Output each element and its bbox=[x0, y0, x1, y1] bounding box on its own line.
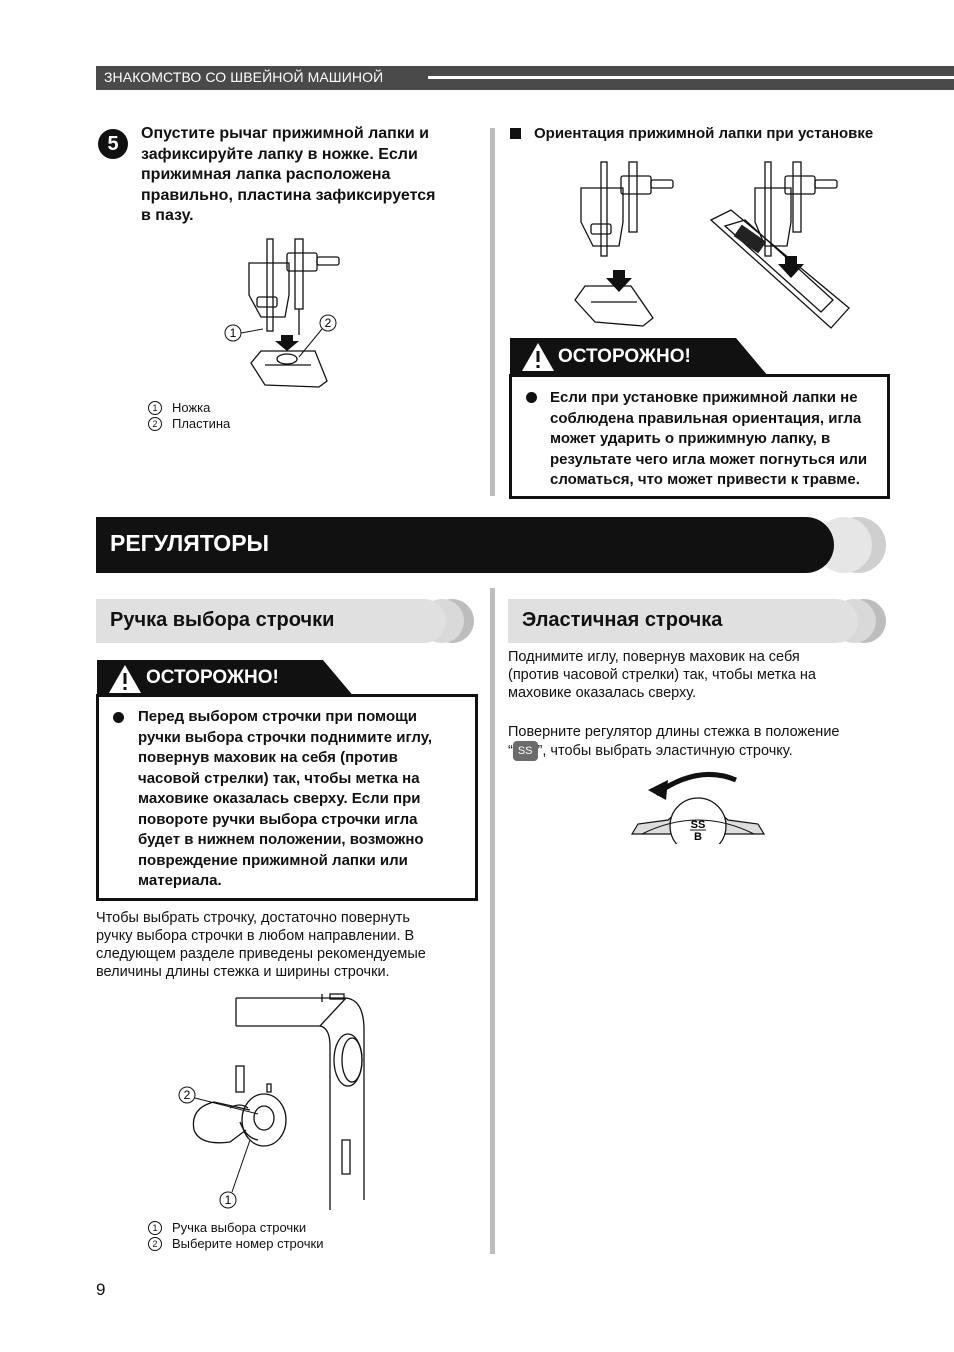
ss-badge: SS bbox=[513, 741, 538, 761]
svg-text:1: 1 bbox=[229, 326, 237, 340]
caution-label: ОСТОРОЖНО! bbox=[146, 667, 279, 688]
elastic-title: Эластичная строчка bbox=[522, 609, 723, 631]
svg-text:1: 1 bbox=[224, 1193, 232, 1207]
dial-label-ss: SS bbox=[690, 819, 706, 831]
legend-item: 2 Выберите номер строчки bbox=[148, 1236, 323, 1252]
legend-item: 1 Ручка выбора строчки bbox=[148, 1220, 323, 1236]
bullet-icon bbox=[526, 392, 537, 403]
step-5-instructions: Опустите рычаг прижимной лапки и зафиксируйте лапку в ножке. Если прижимная лапка расположена правильно, пластина зафиксируется в пазу. bbox=[141, 125, 436, 224]
bullet-icon bbox=[113, 712, 124, 723]
dial-label-b: B bbox=[694, 831, 702, 843]
section-title: РЕГУЛЯТОРЫ bbox=[110, 530, 270, 556]
elastic-para-2: Поверните регулятор длины стежка в положение “ SS ”, чтобы выбрать эластичную строчку. bbox=[508, 724, 840, 759]
caution-label: ОСТОРОЖНО! bbox=[558, 346, 691, 367]
selector-body: Чтобы выбрать строчку, достаточно повернуть ручку выбора строчки в любом направлении. В следующем разделе приведены рекомендуемые величины длины стежка и ширины строчки. bbox=[96, 910, 426, 980]
foot-orientation-illustration bbox=[565, 160, 855, 340]
page-number: 9 bbox=[96, 1280, 106, 1299]
elastic-para-1: Поднимите иглу, повернув маховик на себя (против часовой стрелки) так, чтобы метка на маховике оказалась сверху. bbox=[508, 649, 816, 701]
selector-legend bbox=[148, 1220, 323, 1252]
header-rule bbox=[428, 76, 954, 79]
orientation-heading: Ориентация прижимной лапки при установке bbox=[534, 125, 874, 142]
step5-legend bbox=[148, 400, 230, 432]
sewing-machine-illustration bbox=[170, 990, 380, 1215]
legend-item: 1 Ножка bbox=[148, 400, 230, 416]
column-divider bbox=[490, 588, 495, 1254]
selector-title: Ручка выбора строчки bbox=[110, 609, 335, 631]
presser-foot-illustration bbox=[215, 235, 355, 395]
svg-text:2: 2 bbox=[324, 316, 332, 330]
caution-text: Перед выбором строчки при помощи ручки выбора строчки поднимите иглу, повернув маховик на себя (против часовой стрелки) так, чтобы метка на маховике оказалась сверху. Если при повороте ручки выбора строчки игла будет в нижнем положении, возможно повреждение прижимной лапки или материала. bbox=[138, 708, 433, 889]
stitch-length-dial-illustration bbox=[628, 768, 768, 844]
svg-text:2: 2 bbox=[183, 1088, 191, 1102]
column-divider bbox=[490, 128, 495, 496]
caution-text: Если при установке прижимной лапки не соблюдена правильная ориентация, игла может ударить о прижимную лапку, в результате чего игла может погнуться или сломаться, что может привести к травме. bbox=[550, 389, 868, 488]
square-bullet-icon bbox=[510, 128, 521, 139]
step-number-badge: 5 bbox=[98, 129, 128, 159]
legend-item: 2 Пластина bbox=[148, 416, 230, 432]
header-title: ЗНАКОМСТВО СО ШВЕЙНОЙ МАШИНОЙ bbox=[104, 69, 384, 85]
